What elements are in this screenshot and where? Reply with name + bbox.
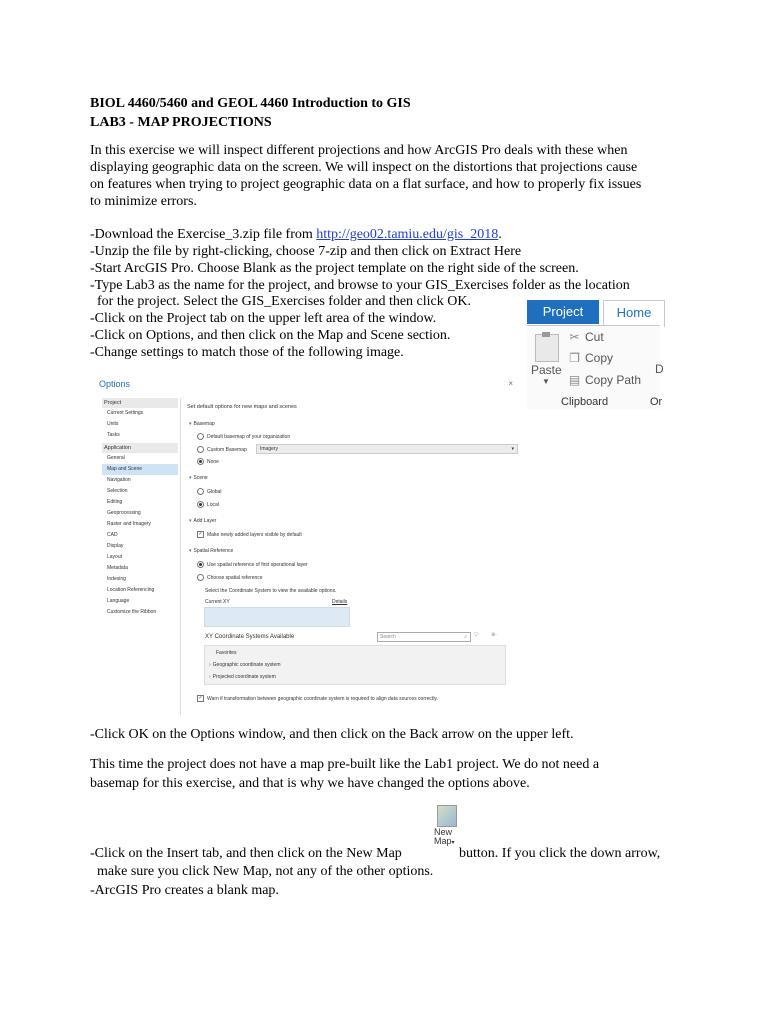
sr-choose-radio[interactable] xyxy=(197,574,263,581)
download-link[interactable]: http://geo02.tamiu.edu/gis_2018 xyxy=(316,227,499,242)
tree-item-projected-label: Projected coordinate system xyxy=(212,674,276,680)
chevron-down-icon[interactable]: ▼ xyxy=(542,377,550,386)
step-download-text: -Download the Exercise_3.zip file from xyxy=(90,227,317,242)
scene-section[interactable] xyxy=(189,475,208,481)
globe-icon[interactable]: ⊕· xyxy=(491,632,497,638)
copy-label: Copy xyxy=(585,351,614,365)
copy-button[interactable] xyxy=(568,351,613,365)
tree-item-geographic[interactable] xyxy=(209,662,280,668)
step-change-settings: -Change settings to match those of the following image. xyxy=(90,345,404,360)
sidebar-header-project[interactable]: Project xyxy=(102,398,178,408)
cut-label: Cut xyxy=(585,330,604,344)
sr-choose-label: Choose spatial reference xyxy=(207,574,263,581)
options-heading: Set default options for new maps and scenes xyxy=(187,404,297,410)
current-xy-box xyxy=(204,607,350,627)
map-icon xyxy=(437,805,457,827)
clipboard-group-label: Clipboard xyxy=(561,396,609,408)
intro-line-1: In this exercise we will inspect different projections and how ArcGIS Pro deals with these when xyxy=(90,143,628,158)
dialog-title: Options xyxy=(99,379,131,389)
sidebar-item-display[interactable]: Display xyxy=(107,543,124,549)
scene-label: Scene xyxy=(193,475,208,481)
sidebar-item-selection[interactable]: Selection xyxy=(107,488,128,494)
para2-line-2: basemap for this exercise, and that is why we have changed the options above. xyxy=(90,776,530,791)
add-layer-visible-checkbox[interactable] xyxy=(197,531,302,538)
basemap-label: Basemap xyxy=(193,421,215,427)
sidebar-item-tasks[interactable]: Tasks xyxy=(107,432,120,438)
sidebar-item-navigation[interactable]: Navigation xyxy=(107,477,131,483)
radio-selected-icon xyxy=(197,561,204,568)
project-tab[interactable]: Project xyxy=(527,300,599,324)
sidebar-header-application[interactable]: Application xyxy=(102,443,178,453)
step-click-ok: -Click OK on the Options window, and then click on the Back arrow on the upper left. xyxy=(90,727,574,742)
intro-line-3: on features when trying to project geographic data on a flat surface, and how to properly fix issues xyxy=(90,177,642,192)
tree-item-favorites[interactable]: Favorites xyxy=(216,650,237,656)
options-dialog-screenshot xyxy=(94,373,515,715)
para2-line-1: This time the project does not have a map pre-built like the Lab1 project. We do not need a xyxy=(90,757,600,772)
basemap-none-label: None xyxy=(207,458,219,465)
custom-basemap-value: Imagery xyxy=(260,446,279,452)
step-click-project: -Click on the Project tab on the upper left area of the window. xyxy=(90,311,437,326)
radio-icon xyxy=(197,574,204,581)
sidebar-item-geoprocessing[interactable]: Geoprocessing xyxy=(107,510,141,516)
sidebar-item-layout[interactable]: Layout xyxy=(107,554,123,560)
sidebar-item-customize-ribbon[interactable]: Customize the Ribbon xyxy=(107,609,157,615)
scene-local-label: Local xyxy=(207,501,219,508)
sidebar-item-indexing[interactable]: Indexing xyxy=(107,576,126,582)
chevron-down-icon: ▾ xyxy=(451,840,455,846)
step-insert-suffix: button. If you click the down arrow, xyxy=(459,846,661,861)
copy-path-button[interactable] xyxy=(568,373,641,387)
step-download xyxy=(90,226,502,243)
sidebar-item-map-and-scene[interactable]: Map and Scene xyxy=(102,464,178,475)
basemap-none-radio[interactable] xyxy=(197,458,219,465)
radio-icon xyxy=(197,433,204,440)
scissors-icon: ✂ xyxy=(569,330,580,344)
home-tab[interactable]: Home xyxy=(603,300,665,327)
ribbon-body xyxy=(527,325,664,409)
step-type-cont: for the project. Select the GIS_Exercises folder and then click OK. xyxy=(97,294,471,309)
step-start: -Start ArcGIS Pro. Choose Blank as the project template on the right side of the screen. xyxy=(90,261,579,276)
basemap-default-label: Default basemap of your organization xyxy=(207,433,291,440)
new-map-label xyxy=(434,828,455,848)
step-insert: -Click on the Insert tab, and then click on the New Map xyxy=(90,846,402,861)
expand-icon: › xyxy=(209,662,211,668)
options-sidebar xyxy=(102,398,178,618)
details-link[interactable]: Details xyxy=(332,599,348,605)
sidebar-item-units[interactable]: Units xyxy=(107,421,119,427)
partial-label: D xyxy=(655,362,664,376)
collapse-icon: ▾ xyxy=(189,421,192,427)
check-icon: ✓ xyxy=(198,531,203,537)
course-title: BIOL 4460/5460 and GEOL 4460 Introduction to GIS xyxy=(90,96,411,111)
intro-line-2: displaying geographic data on the screen. We will inspect on the distortions that projections cause xyxy=(90,160,638,175)
radio-icon xyxy=(197,446,204,453)
step-insert-cont: make sure you click New Map, not any of the other options. xyxy=(97,864,434,879)
step-unzip: -Unzip the file by right-clicking, choose 7-zip and then click on Extract Here xyxy=(90,244,522,259)
collapse-icon: ▾ xyxy=(189,475,192,481)
expand-icon: › xyxy=(209,674,211,680)
copy-path-icon: ▤ xyxy=(568,373,581,387)
sidebar-item-general[interactable]: General xyxy=(107,455,125,461)
tree-item-projected[interactable] xyxy=(209,674,276,680)
basemap-section[interactable] xyxy=(189,421,215,427)
options-main-panel xyxy=(180,398,514,715)
filter-icon[interactable]: ▽· xyxy=(474,632,480,638)
sidebar-item-editing[interactable]: Editing xyxy=(107,499,123,505)
sidebar-item-current-settings[interactable]: Current Settings xyxy=(107,410,144,416)
sidebar-item-cad[interactable]: CAD xyxy=(107,532,118,538)
sr-first-layer-label: Use spatial reference of first operational layer xyxy=(207,561,308,568)
xy-available-label: XY Coordinate Systems Available xyxy=(205,634,295,640)
new-map-label-line2: Map xyxy=(434,836,452,846)
chevron-down-icon: ▾ xyxy=(511,446,514,452)
step-creates: -ArcGIS Pro creates a blank map. xyxy=(90,883,279,898)
sidebar-item-raster-and-imagery[interactable]: Raster and Imagery xyxy=(107,521,151,527)
scene-local-radio[interactable] xyxy=(197,501,219,508)
add-layer-section[interactable] xyxy=(189,518,216,524)
radio-icon xyxy=(197,488,204,495)
radio-selected-icon xyxy=(197,501,204,508)
check-icon: ✓ xyxy=(198,695,203,701)
collapse-icon: ▾ xyxy=(189,548,192,554)
step-type: -Type Lab3 as the name for the project, and browse to your GIS_Exercises folder as the location xyxy=(90,278,630,293)
coordinate-systems-tree xyxy=(204,645,506,685)
radio-selected-icon xyxy=(197,458,204,465)
warn-transformation-checkbox[interactable] xyxy=(197,695,438,702)
sr-first-layer-radio[interactable] xyxy=(197,561,308,568)
add-layer-visible-label: Make newly added layers visible by default xyxy=(207,531,302,538)
current-xy-label: Current XY xyxy=(205,599,230,605)
sidebar-item-metadata[interactable]: Metadata xyxy=(107,565,128,571)
step-download-suffix: . xyxy=(498,227,502,242)
cut-button[interactable] xyxy=(568,330,604,344)
paste-label[interactable]: Paste xyxy=(531,363,562,377)
spatial-reference-section[interactable] xyxy=(189,548,233,554)
basemap-custom-label: Custom Basemap xyxy=(207,446,247,453)
sidebar-item-language[interactable]: Language xyxy=(107,598,130,604)
basemap-custom-radio[interactable] xyxy=(197,446,247,453)
spatial-reference-label: Spatial Reference xyxy=(193,548,234,554)
ribbon-screenshot xyxy=(527,298,664,408)
tree-item-geographic-label: Geographic coordinate system xyxy=(212,662,281,668)
copy-icon: ❐ xyxy=(569,351,580,365)
scene-global-radio[interactable] xyxy=(197,488,221,495)
basemap-default-radio[interactable] xyxy=(197,433,290,440)
lab-title: LAB3 - MAP PROJECTIONS xyxy=(90,115,272,130)
new-map-button[interactable] xyxy=(430,800,460,852)
search-icon: ⌕ xyxy=(464,634,467,640)
partial-group-label: Or xyxy=(650,396,663,408)
step-click-options: -Click on Options, and then click on the Map and Scene section. xyxy=(90,328,451,343)
add-layer-label: Add Layer xyxy=(193,518,217,524)
coordinate-search-input[interactable] xyxy=(377,632,471,642)
copy-path-label: Copy Path xyxy=(585,373,642,387)
collapse-icon: ▾ xyxy=(189,518,192,524)
search-placeholder: Search xyxy=(380,634,396,640)
intro-line-4: to minimize errors. xyxy=(90,194,197,209)
sidebar-item-location-referencing[interactable]: Location Referencing xyxy=(107,587,155,593)
close-icon[interactable]: × xyxy=(508,379,513,388)
new-map-label-line1: New xyxy=(434,827,453,837)
custom-basemap-select[interactable] xyxy=(256,444,518,454)
warn-transformation-label: Warn if transformation between geographic coordinate system is required to align data sources correctly. xyxy=(207,695,438,702)
paste-icon[interactable] xyxy=(535,334,559,362)
sr-hint: Select the Coordinate System to view the available options. xyxy=(205,588,337,594)
scene-global-label: Global xyxy=(207,488,222,495)
